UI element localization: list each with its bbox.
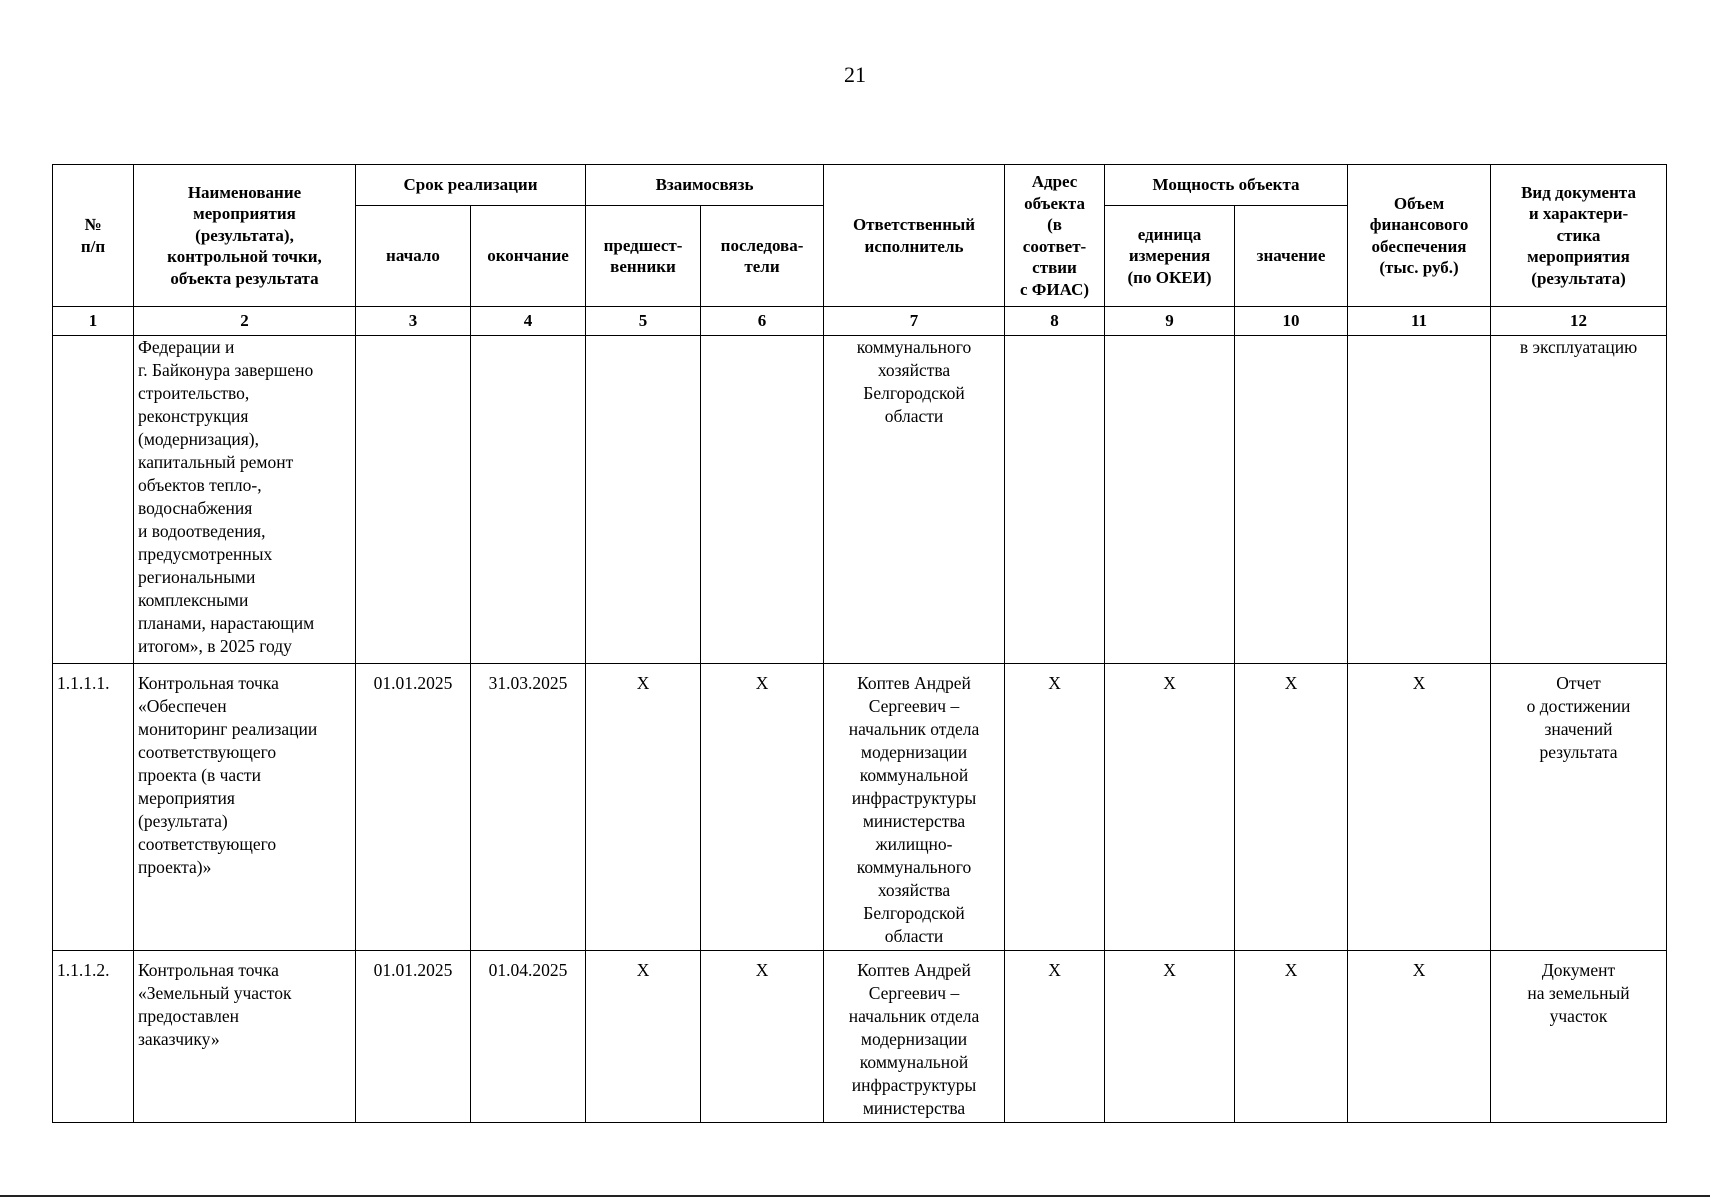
cell-unit: Х	[1105, 951, 1235, 1123]
cell-start: 01.01.2025	[356, 664, 471, 951]
cell-name: Контрольная точка «Земельный участок предоставлен заказчику»	[134, 951, 356, 1123]
column-number: 8	[1005, 307, 1105, 336]
cell-responsible: Коптев Андрей Сергеевич – начальник отдела модернизации коммунальной инфраструктуры министерства жилищно- коммунального хозяйства Белгородской области	[824, 664, 1005, 951]
header-link: Взаимосвязь	[586, 165, 824, 206]
cell-end	[471, 336, 586, 664]
column-number: 2	[134, 307, 356, 336]
header-predecessors: предшест- венники	[586, 206, 701, 307]
cell-address: Х	[1005, 664, 1105, 951]
cell-successors: Х	[701, 951, 824, 1123]
cell-responsible: коммунального хозяйства Белгородской области	[824, 336, 1005, 664]
column-number: 1	[53, 307, 134, 336]
cell-document: Документ на земельный участок	[1491, 951, 1667, 1123]
column-number: 11	[1348, 307, 1491, 336]
table-row	[53, 336, 1667, 664]
header-document: Вид документа и характери- стика мероприятия (результата)	[1491, 165, 1667, 307]
cell-end: 31.03.2025	[471, 664, 586, 951]
cell-predecessors: Х	[586, 951, 701, 1123]
table-row	[53, 951, 1667, 1123]
cell-num: 1.1.1.1.	[53, 664, 134, 951]
cell-financing: Х	[1348, 951, 1491, 1123]
cell-value: Х	[1235, 664, 1348, 951]
header-successors: последова- тели	[701, 206, 824, 307]
column-number: 4	[471, 307, 586, 336]
header-term: Срок реализации	[356, 165, 586, 206]
table-row	[53, 664, 1667, 951]
cell-start: 01.01.2025	[356, 951, 471, 1123]
cell-responsible: Коптев Андрей Сергеевич – начальник отдела модернизации коммунальной инфраструктуры министерства	[824, 951, 1005, 1123]
cell-financing	[1348, 336, 1491, 664]
column-number: 10	[1235, 307, 1348, 336]
cell-start	[356, 336, 471, 664]
header-start: начало	[356, 206, 471, 307]
cell-end: 01.04.2025	[471, 951, 586, 1123]
header-end: окончание	[471, 206, 586, 307]
header-responsible: Ответственный исполнитель	[824, 165, 1005, 307]
cell-successors: Х	[701, 664, 824, 951]
column-number: 12	[1491, 307, 1667, 336]
cell-value: Х	[1235, 951, 1348, 1123]
cell-predecessors	[586, 336, 701, 664]
header-address: Адрес объекта (в соответ- ствии с ФИАС)	[1005, 165, 1105, 307]
header-power: Мощность объекта	[1105, 165, 1348, 206]
header-num: № п/п	[53, 165, 134, 307]
cell-address: Х	[1005, 951, 1105, 1123]
cell-num: 1.1.1.2.	[53, 951, 134, 1123]
header-value: значение	[1235, 206, 1348, 307]
cell-document: в эксплуатацию	[1491, 336, 1667, 664]
column-number: 7	[824, 307, 1005, 336]
cell-predecessors: Х	[586, 664, 701, 951]
column-number: 6	[701, 307, 824, 336]
column-numbers-row	[53, 307, 1667, 336]
cell-num	[53, 336, 134, 664]
column-number: 3	[356, 307, 471, 336]
cell-document: Отчет о достижении значений результата	[1491, 664, 1667, 951]
header-financing: Объем финансового обеспечения (тыс. руб.)	[1348, 165, 1491, 307]
cell-name: Федерации и г. Байконура завершено строительство, реконструкция (модернизация), капитальный ремонт объектов тепло-, водоснабжения и водоотведения, предусмотренных региональными комплексными планами, нарастающим итогом», в 2025 году	[134, 336, 356, 664]
cell-unit: Х	[1105, 664, 1235, 951]
column-number: 9	[1105, 307, 1235, 336]
bottom-divider	[0, 1195, 1710, 1197]
header-unit: единица измерения (по ОКЕИ)	[1105, 206, 1235, 307]
cell-address	[1005, 336, 1105, 664]
cell-financing: Х	[1348, 664, 1491, 951]
header-name: Наименование мероприятия (результата), контрольной точки, объекта результата	[134, 165, 356, 307]
plan-table	[52, 164, 1667, 1123]
cell-successors	[701, 336, 824, 664]
column-number: 5	[586, 307, 701, 336]
cell-name: Контрольная точка «Обеспечен мониторинг реализации соответствующего проекта (в части мероприятия (результата) соответствующего проекта)»	[134, 664, 356, 951]
cell-value	[1235, 336, 1348, 664]
table-header	[53, 165, 1667, 336]
cell-unit	[1105, 336, 1235, 664]
page-number: 21	[844, 62, 866, 87]
